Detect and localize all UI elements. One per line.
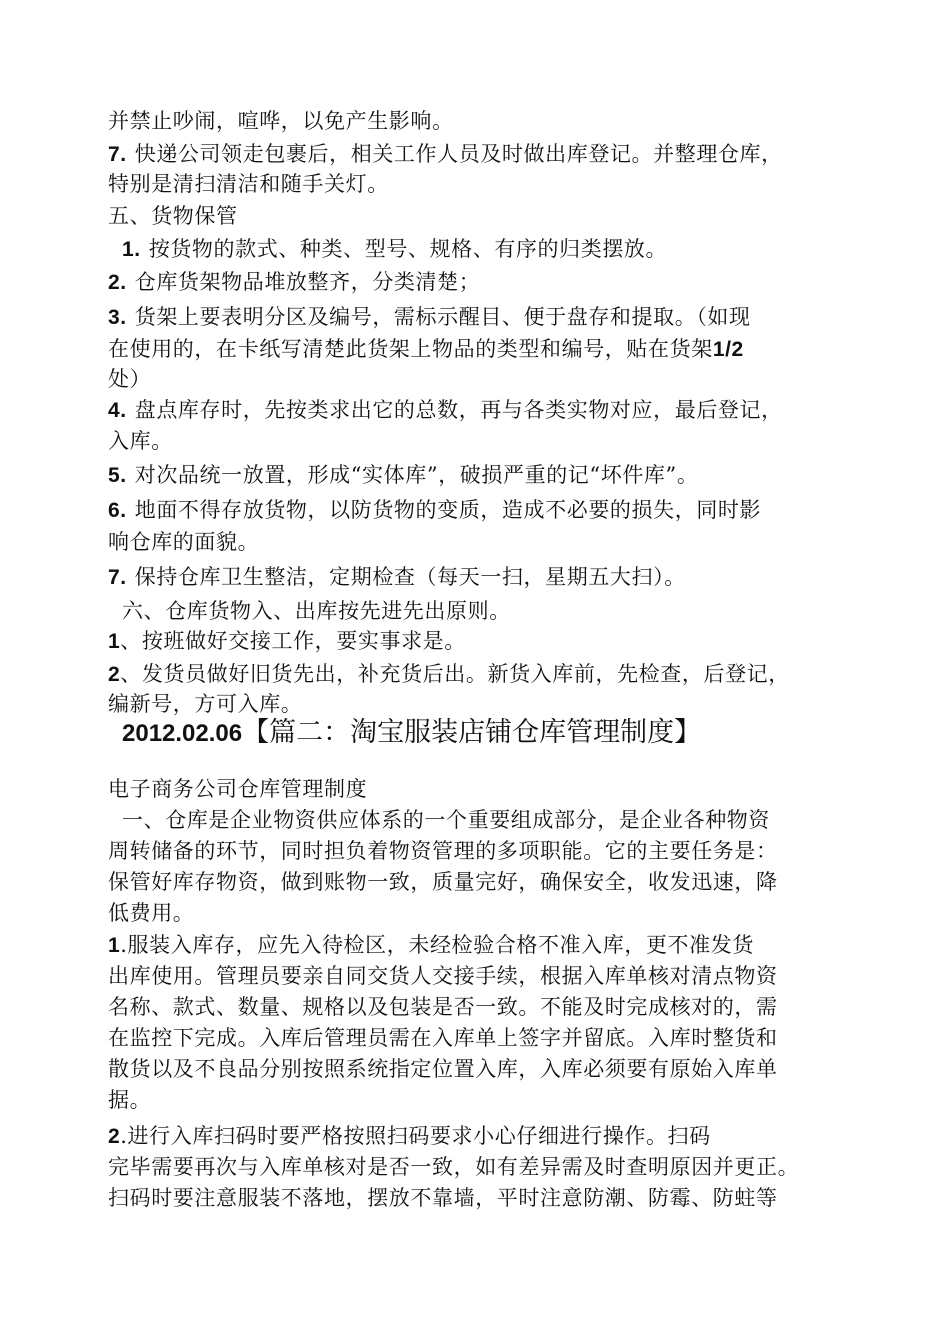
text-line: 入库。 [108, 429, 173, 453]
list-item: 5. 对次品统一放置，形成“实体库”，破损严重的记“坏件库”。 [108, 463, 699, 487]
text-line: 处） [108, 367, 152, 391]
heading-title: 【篇二：淘宝服装店铺仓库管理制度】 [242, 717, 702, 748]
document-title: 电子商务公司仓库管理制度 [108, 777, 368, 801]
list-item: 2.进行入库扫码时要严格按照扫码要求小心仔细进行操作。扫码 [108, 1124, 711, 1148]
list-item: 2、发货员做好旧货先出，补充货后出。新货入库前，先检查，后登记， [108, 662, 790, 686]
section-heading: 五、货物保管 [108, 204, 238, 228]
text-line: 并禁止吵闹，喧哗，以免产生影响。 [108, 109, 454, 133]
text-line: 一、仓库是企业物资供应体系的一个重要组成部分，是企业各种物资 [122, 808, 770, 832]
list-item: 4. 盘点库存时，先按类求出它的总数，再与各类实物对应，最后登记， [108, 398, 783, 422]
text-line: 在监控下完成。入库后管理员需在入库单上签字并留底。入库时整货和 [108, 1026, 778, 1050]
text-line: 在使用的，在卡纸写清楚此货架上物品的类型和编号，贴在货架1/2 [108, 337, 744, 361]
article-heading [122, 715, 701, 752]
text-line: 低费用。 [108, 901, 195, 925]
list-item: 1、按班做好交接工作，要实事求是。 [108, 629, 466, 653]
list-item: 7. 快递公司领走包裹后，相关工作人员及时做出库登记。并整理仓库， [108, 142, 783, 166]
text-line: 名称、款式、数量、规格以及包装是否一致。不能及时完成核对的，需 [108, 995, 778, 1019]
text-line: 周转储备的环节，同时担负着物资管理的多项职能。它的主要任务是： [108, 839, 778, 863]
text-line: 保管好库存物资，做到账物一致，质量完好，确保安全，收发迅速，降 [108, 870, 778, 894]
text-line: 编新号，方可入库。 [108, 692, 303, 716]
list-item: 1. 按货物的款式、种类、型号、规格、有序的归类摆放。 [122, 237, 668, 261]
list-item: 7. 保持仓库卫生整洁，定期检查（每天一扫，星期五大扫）。 [108, 565, 686, 589]
list-item: 6. 地面不得存放货物，以防货物的变质，造成不必要的损失，同时影 [108, 498, 762, 522]
text-line: 完毕需要再次与入库单核对是否一致，如有差异需及时查明原因并更正。 [108, 1155, 800, 1179]
list-item: 3. 货架上要表明分区及编号，需标示醒目、便于盘存和提取。（如现 [108, 305, 751, 329]
heading-date: 2012.02.06 [122, 720, 243, 747]
text-line: 据。 [108, 1088, 152, 1112]
text-line: 特别是清扫清洁和随手关灯。 [108, 172, 389, 196]
list-item: 1.服装入库存，应先入待检区，未经检验合格不准入库，更不准发货 [108, 933, 754, 957]
text-line: 散货以及不良品分别按照系统指定位置入库，入库必须要有原始入库单 [108, 1057, 778, 1081]
text-line: 出库使用。管理员要亲自同交货人交接手续，根据入库单核对清点物资 [108, 964, 778, 988]
section-heading: 六、仓库货物入、出库按先进先出原则。 [122, 599, 511, 623]
text-line: 响仓库的面貌。 [108, 530, 260, 554]
list-item: 2. 仓库货架物品堆放整齐，分类清楚； [108, 270, 481, 294]
text-line: 扫码时要注意服装不落地，摆放不靠墙，平时注意防潮、防霉、防蛀等 [108, 1186, 778, 1210]
